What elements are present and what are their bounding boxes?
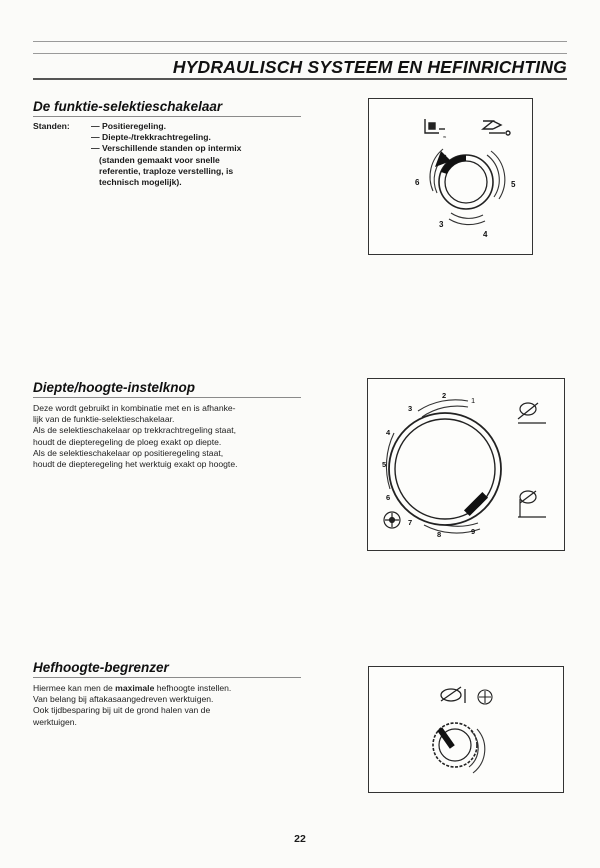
paragraph-line: lijk van de funktie-selektieschakelaar. [33,414,175,425]
page-number: 22 [294,833,306,845]
section-title-depth-height-knob: Diepte/hoogte-instelknop [33,380,195,395]
paragraph-line: Als de selektieschakelaar op positieregeling staat, [33,447,224,458]
depth-height-knob-description [33,403,301,470]
section-title-selector-switch: De funktie-selektieschakelaar [33,99,223,114]
draft-control-icon [483,121,510,135]
position-control-icon [425,119,447,141]
section-title-lift-height-limiter: Hefhoogte-begrenzer [33,660,169,675]
header-rule-second [33,53,567,54]
lift-height-limiter-illustration [369,667,565,794]
scale-label: 5 [382,460,387,469]
lift-height-limiter-knob[interactable] [433,723,477,767]
paragraph-line: Als de selektieschakelaar op trekkrachtregeling staat, [33,425,237,436]
scale-label: 9 [471,527,476,536]
scale-label: 8 [437,530,442,539]
lock-icon [384,512,400,528]
section-rule [33,116,301,117]
scale-label: 6 [386,493,391,502]
depth-height-dial-illustration [368,379,566,552]
scale-label: 7 [408,518,413,527]
svg-text:≈: ≈ [443,135,447,141]
scale-label: 3 [439,220,444,229]
list-item-continuation: referentie, traploze verstelling, is [99,165,234,176]
list-item: — Positieregeling. [91,121,166,131]
scale-label: 2 [442,391,447,400]
scale-label: 1 [471,396,476,405]
page-title: HYDRAULISCH SYSTEEM EN HEFINRICHTING [172,57,567,77]
scale-label: 3 [408,404,413,413]
selector-switch-dial-illustration [369,99,534,256]
list-item-continuation: technisch mogelijk). [99,177,182,188]
depth-height-knob-figure [367,378,565,551]
draft-control-icon [518,491,546,517]
scale-label: 4 [483,230,488,239]
section-rule [33,397,301,398]
lock-icon [478,690,492,704]
position-control-icon [441,687,465,703]
lift-height-limiter-figure [368,666,564,793]
scale-label: 6 [415,178,420,187]
lift-height-limiter-description [33,683,301,728]
selector-switch-figure [368,98,533,255]
header-rule-bottom [33,78,567,80]
depth-height-knob[interactable] [389,413,501,525]
scale-label: 5 [511,180,516,189]
paragraph-line: Hiermee kan men de maximale hefhoogte instellen. [33,683,232,693]
positions-label: Standen: [33,121,70,131]
emphasis: maximale [115,683,155,693]
paragraph-line: houdt de diepteregeling de ploeg exakt op diepte. [33,436,222,447]
paragraph-line: Van belang bij aftakasaangedreven werktuigen. [33,694,214,705]
selector-knob[interactable] [435,151,493,209]
list-item: — Verschillende standen op intermix [91,143,242,154]
paragraph-line: Deze wordt gebruikt in kombinatie met en is afhanke- [33,403,236,413]
position-control-icon [518,403,546,423]
paragraph-line: werktuigen. [33,716,77,727]
list-item-continuation: (standen gemaakt voor snelle [99,154,220,165]
paragraph-line: houdt de diepteregeling het werktuig exakt op hoogte. [33,459,238,470]
section-rule [33,677,301,678]
list-item: — Diepte-/trekkrachtregeling. [91,132,211,143]
paragraph-line: Ook tijdbesparing bij uit de grond halen van de [33,705,211,716]
header-rule-top [33,41,567,42]
scale-label: 4 [386,428,391,437]
